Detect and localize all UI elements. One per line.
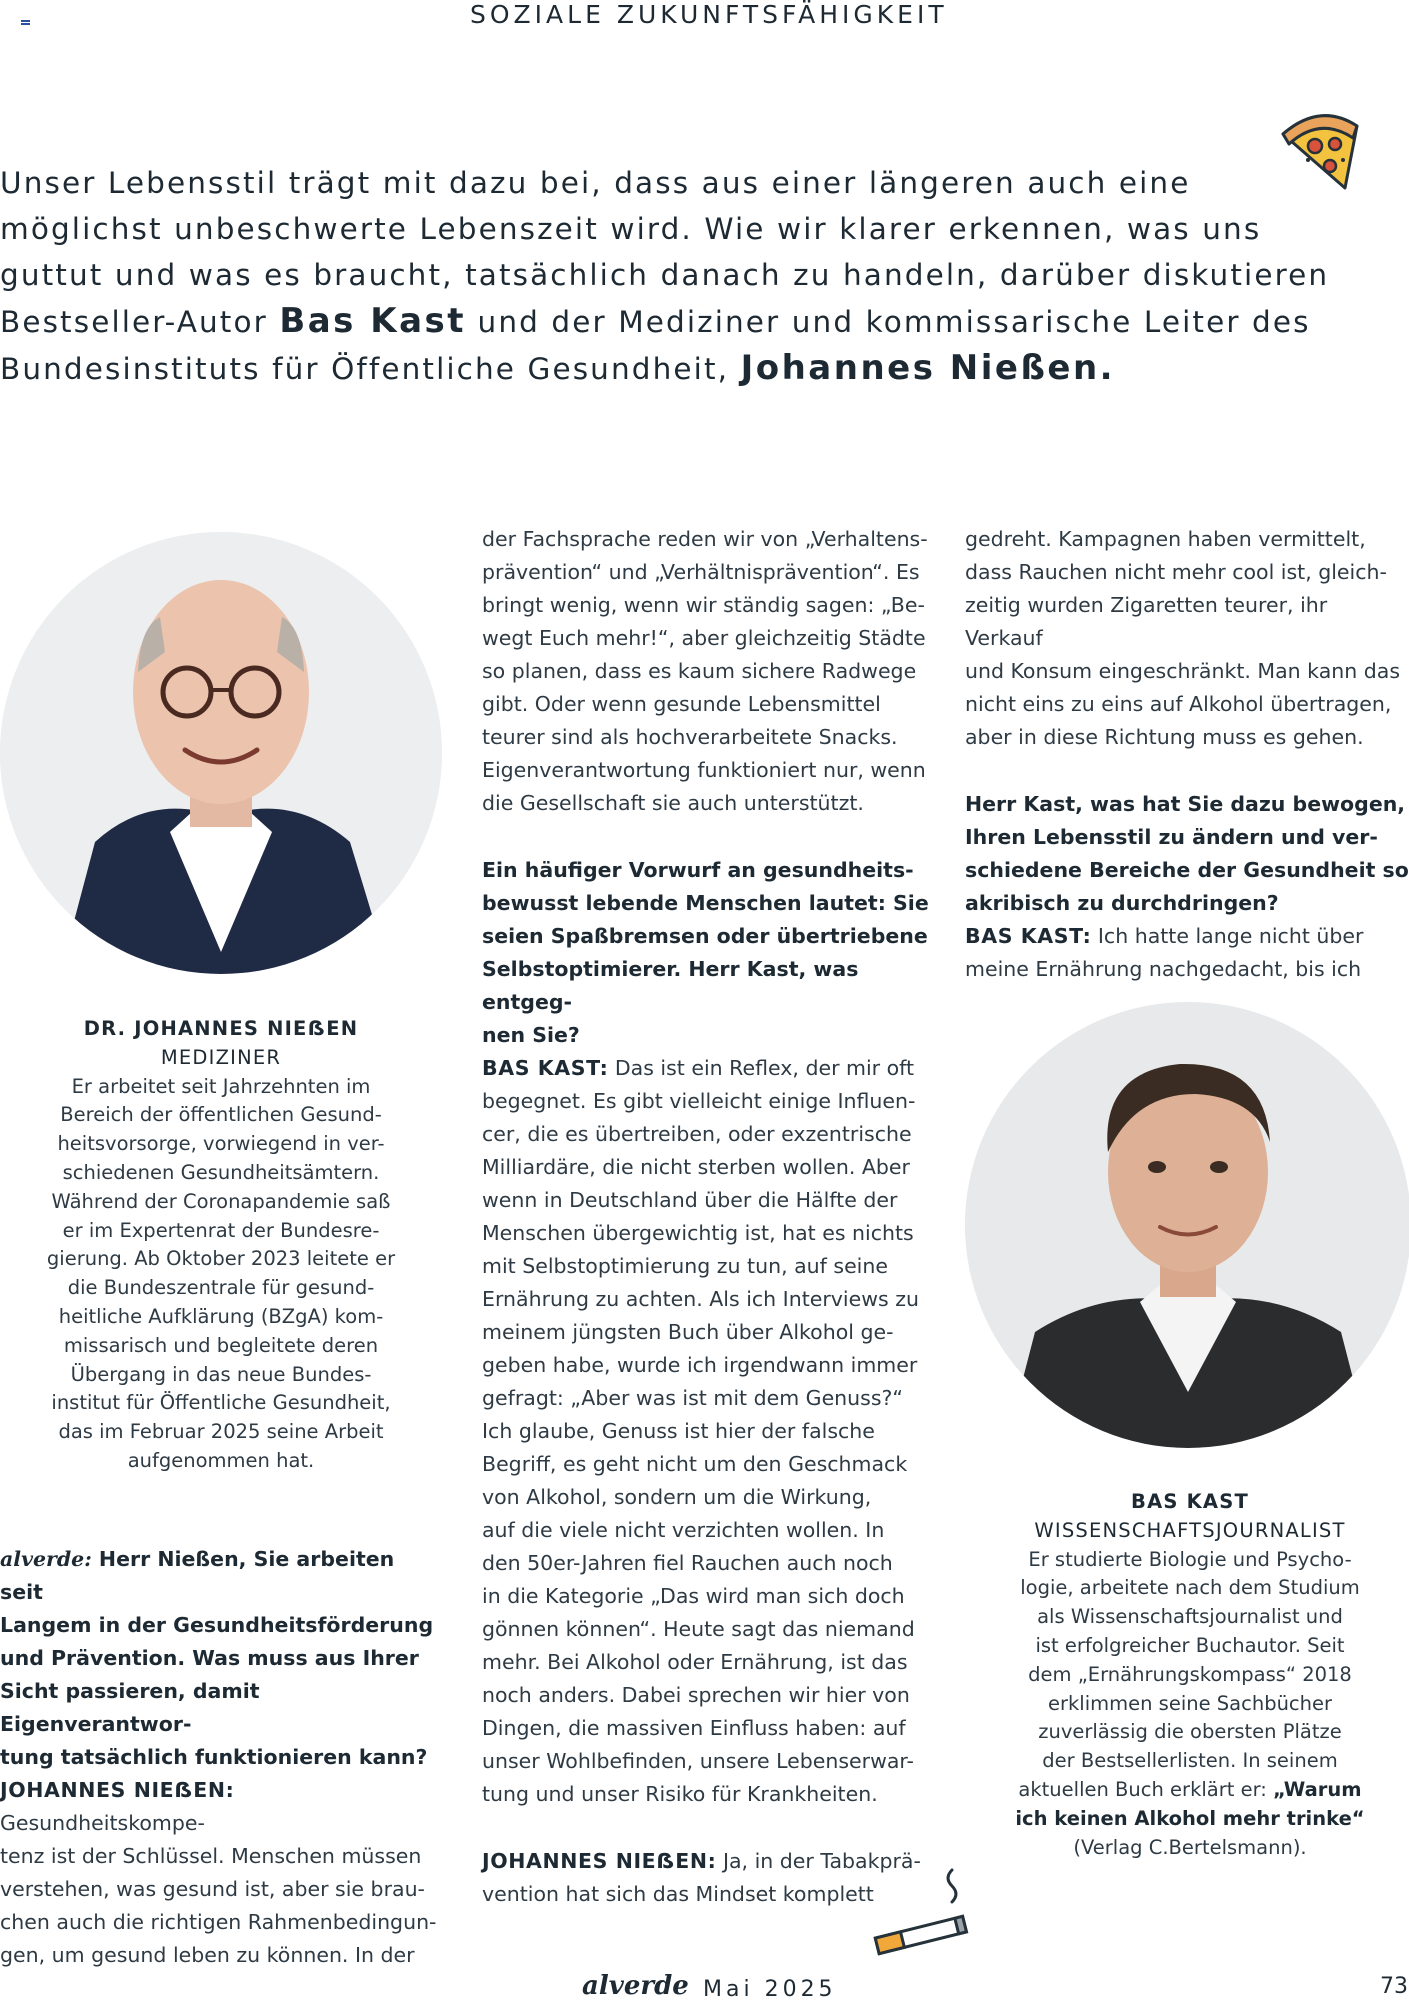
question-line: Herr Kast, was hat Sie dazu bewogen,	[965, 792, 1406, 816]
bio-line: der Bestsellerlisten. In seinem	[1042, 1749, 1338, 1773]
menu-icon[interactable]	[21, 20, 30, 27]
bio-line: die Bundeszentrale für gesund-	[67, 1276, 375, 1300]
text-line: und Konsum eingeschränkt. Man kann das	[965, 659, 1401, 683]
bio-line: logie, arbeitete nach dem Studium	[1020, 1576, 1360, 1600]
speaker-niessen: JOHANNES NIEẞEN:	[0, 1778, 235, 1802]
bio-line: schiedenen Gesundheitsämtern.	[62, 1160, 380, 1184]
bio-text: aktuellen Buch erklärt er:	[1018, 1777, 1274, 1801]
answer-line: cer, die es übertreiben, oder exzentrische	[482, 1122, 912, 1146]
publisher: (Verlag C.Bertelsmann).	[1073, 1835, 1307, 1859]
bio-name: DR. JOHANNES NIEẞEN	[83, 1017, 359, 1040]
question-line: und Prävention. Was muss aus Ihrer	[0, 1646, 419, 1670]
question-line: Selbstoptimierer. Herr Kast, was entgeg-	[482, 957, 859, 1014]
bio-line: institut für Öffentliche Gesundheit,	[51, 1391, 391, 1415]
answer-line: meine Ernährung nachgedacht, bis ich	[965, 957, 1362, 981]
bio-line: aufgenommen hat.	[127, 1448, 315, 1472]
text-line: Eigenverantwortung funktioniert nur, wenn	[482, 758, 926, 782]
text-line: zeitig wurden Zigaretten teurer, ihr Verkauf	[965, 593, 1328, 650]
text-line: aber in diese Richtung muss es gehen.	[965, 725, 1364, 749]
column-middle	[482, 523, 937, 1911]
text-line: prävention“ und „Verhältnisprävention“. Es	[482, 560, 920, 584]
intro-text-2: und der Mediziner und kommissarische Leiter des Bundesinstituts für Öffentliche Gesundheit,	[0, 305, 1311, 386]
intro-paragraph	[0, 160, 1340, 392]
bio-line: Bereich der öffentlichen Gesund-	[60, 1103, 382, 1127]
question-line: Herr Nießen, Sie arbeiten seit	[0, 1547, 395, 1604]
bio-line: heitliche Aufklärung (BZgA) kom-	[58, 1304, 384, 1328]
answer-line: tenz ist der Schlüssel. Menschen müssen	[0, 1844, 422, 1868]
bio-bas-kast	[990, 1488, 1390, 1862]
answer-line: gen, um gesund leben zu können. In der	[0, 1943, 415, 1967]
answer-line: tung und unser Risiko für Krankheiten.	[482, 1782, 878, 1806]
answer-first-line	[482, 1845, 937, 1878]
answer-line: Begriff, es geht nicht um den Geschmack	[482, 1452, 908, 1476]
text-line: gibt. Oder wenn gesunde Lebensmittel	[482, 692, 881, 716]
bio-line: er im Expertenrat der Bundesre-	[62, 1218, 380, 1242]
question-line: bewusst lebende Menschen lautet: Sie	[482, 891, 929, 915]
text-line: der Fachsprache reden wir von „Verhaltens-	[482, 527, 928, 551]
answer-line: Dingen, die massiven Einfluss haben: auf	[482, 1716, 906, 1740]
portrait-kast-illustration	[965, 1002, 1409, 1448]
text-line: die Gesellschaft sie auch unterstützt.	[482, 791, 864, 815]
answer-line: noch anders. Dabei sprechen wir hier von	[482, 1683, 910, 1707]
text-line: bringt wenig, wenn wir ständig sagen: „Be-	[482, 593, 925, 617]
portrait-niessen-illustration	[0, 532, 442, 974]
intro-name-kast: Bas Kast	[279, 301, 467, 341]
book-title-part2: ich keinen Alkohol mehr trinke“	[1015, 1806, 1365, 1830]
text-line: dass Rauchen nicht mehr cool ist, gleich-	[965, 560, 1387, 584]
footer-brand-logo: alverde	[582, 1971, 689, 2001]
text-line: wegt Euch mehr!“, aber gleichzeitig Städte	[482, 626, 926, 650]
answer-line: geben habe, wurde ich irgendwann immer	[482, 1353, 918, 1377]
column-left	[0, 1543, 440, 1972]
question-line: akribisch zu durchdringen?	[965, 891, 1279, 915]
answer-line: Milliardäre, die nicht sterben wollen. Aber	[482, 1155, 910, 1179]
bio-name: BAS KAST	[1131, 1490, 1249, 1513]
question-line: schiedene Bereiche der Gesundheit so	[965, 858, 1409, 882]
cigarette-icon	[870, 1860, 980, 1960]
answer-text: Ich hatte lange nicht über	[1091, 924, 1364, 948]
intro-name-niessen: Johannes Nießen.	[740, 348, 1116, 388]
section-title: SOZIALE ZUKUNFTSFÄHIGKEIT	[470, 0, 948, 29]
question-line: seien Spaßbremsen oder übertriebene	[482, 924, 928, 948]
answer-line: Ernährung zu achten. Als ich Interviews zu	[482, 1287, 919, 1311]
bio-line: zuverlässig die obersten Plätze	[1038, 1720, 1342, 1744]
book-title-part1: „Warum	[1273, 1777, 1362, 1801]
interview-question-1	[0, 1543, 440, 1609]
answer-line: begegnet. Es gibt vielleicht einige Influen-	[482, 1089, 916, 1113]
answer-line: vention hat sich das Mindset komplett	[482, 1882, 874, 1906]
intro-text-1: Unser Lebensstil trägt mit dazu bei, dass aus einer längeren auch eine möglichst unbeschwerte Lebenszeit wird. Wie wir klarer erkennen, was uns guttut und was es braucht, tatsächlich danach zu handeln, darüber diskutieren Bestseller-Autor	[0, 166, 1330, 339]
question-line: Ein häufiger Vorwurf an gesundheits-	[482, 858, 914, 882]
bio-line: missarisch und begleitete deren	[63, 1333, 379, 1357]
answer-line: mehr. Bei Alkohol oder Ernährung, ist das	[482, 1650, 908, 1674]
question-line: Langem in der Gesundheitsförderung	[0, 1613, 434, 1637]
answer-first-line	[482, 1052, 937, 1085]
answer-first-line	[0, 1774, 440, 1840]
answer-text: Das ist ein Reflex, der mir oft	[608, 1056, 915, 1080]
answer-line: chen auch die richtigen Rahmenbedingun-	[0, 1910, 437, 1934]
answer-line: unser Wohlbefinden, unsere Lebenserwar-	[482, 1749, 914, 1773]
answer-line: meinem jüngsten Buch über Alkohol ge-	[482, 1320, 894, 1344]
answer-line: Menschen übergewichtig ist, hat es nichts	[482, 1221, 914, 1245]
answer-line: auf die viele nicht verzichten wollen. In	[482, 1518, 885, 1542]
answer-line: gefragt: „Aber was ist mit dem Genuss?“	[482, 1386, 904, 1410]
bio-line: Übergang in das neue Bundes-	[70, 1362, 372, 1386]
bio-line: Er studierte Biologie und Psycho-	[1028, 1547, 1352, 1571]
answer-line: wenn in Deutschland über die Hälfte der	[482, 1188, 898, 1212]
question-line: Ihren Lebensstil zu ändern und ver-	[965, 825, 1378, 849]
answer-line: von Alkohol, sondern um die Wirkung,	[482, 1485, 872, 1509]
text-line: so planen, dass es kaum sichere Radwege	[482, 659, 917, 683]
bio-line-book	[990, 1776, 1390, 1805]
bio-line: Während der Coronapandemie saß	[51, 1189, 391, 1213]
answer-line: verstehen, was gesund ist, aber sie brau-	[0, 1877, 425, 1901]
answer-line: in die Kategorie „Das wird man sich doch	[482, 1584, 905, 1608]
footer-issue-date: Mai 2025	[703, 1977, 837, 2002]
bio-line: Er arbeitet seit Jahrzehnten im	[71, 1074, 371, 1098]
bio-role: MEDIZINER	[160, 1045, 282, 1069]
speaker-niessen: JOHANNES NIEẞEN:	[482, 1849, 717, 1873]
bio-role: WISSENSCHAFTSJOURNALIST	[1034, 1518, 1346, 1542]
answer-line: mit Selbstoptimierung zu tun, auf seine	[482, 1254, 888, 1278]
answer-first-line	[965, 920, 1409, 953]
question-line: Sicht passieren, damit Eigenverantwor-	[0, 1679, 260, 1736]
question-line: nen Sie?	[482, 1023, 580, 1047]
answer-line: Ich glaube, Genuss ist hier der falsche	[482, 1419, 875, 1443]
bio-line: dem „Ernährungskompass“ 2018	[1028, 1662, 1352, 1686]
answer-line: gönnen können“. Heute sagt das niemand	[482, 1617, 915, 1641]
portrait-johannes-niessen	[0, 532, 442, 974]
text-line: nicht eins zu eins auf Alkohol übertragen,	[965, 692, 1392, 716]
text-line: teurer sind als hochverarbeitete Snacks.	[482, 725, 898, 749]
bio-line: als Wissenschaftsjournalist und	[1037, 1605, 1343, 1629]
bio-line: ist erfolgreicher Buchautor. Seit	[1035, 1633, 1345, 1657]
answer-line: den 50er-Jahren fiel Rauchen auch noch	[482, 1551, 893, 1575]
bio-line: erklimmen seine Sachbücher	[1047, 1691, 1333, 1715]
page-number: 73	[1380, 1974, 1408, 1999]
bio-johannes-niessen	[30, 1015, 412, 1476]
bio-line: gierung. Ab Oktober 2023 leitete er	[46, 1247, 396, 1271]
bio-line: heitsvorsorge, vorwiegend in ver-	[57, 1132, 385, 1156]
speaker-kast: BAS KAST:	[482, 1056, 609, 1080]
speaker-kast: BAS KAST:	[965, 924, 1092, 948]
answer-text: Ja, in der Tabakprä-	[716, 1849, 921, 1873]
answer-text: Gesundheitskompe-	[0, 1811, 205, 1835]
text-line: gedreht. Kampagnen haben vermittelt,	[965, 527, 1366, 551]
alverde-brand: alverde:	[0, 1547, 92, 1571]
column-right	[965, 523, 1409, 986]
question-line: tung tatsächlich funktionieren kann?	[0, 1745, 428, 1769]
portrait-bas-kast	[965, 1002, 1409, 1448]
bio-line: das im Februar 2025 seine Arbeit	[58, 1420, 384, 1444]
